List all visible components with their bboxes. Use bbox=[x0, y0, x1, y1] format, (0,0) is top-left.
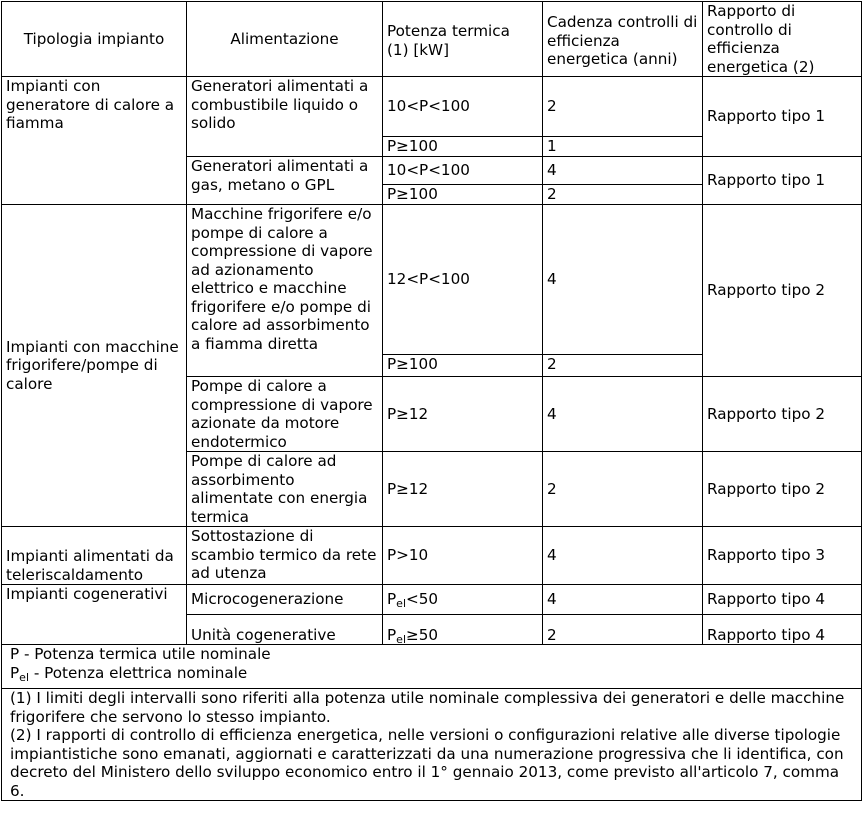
alimentazione-assorbimento: Pompe di calore ad assorbimento alimentate con energia termica bbox=[187, 452, 383, 527]
potenza-cell: P>10 bbox=[383, 527, 543, 585]
rapporto-cell: Rapporto tipo 1 bbox=[703, 77, 862, 157]
tipologia-teleriscaldamento: Impianti alimentati da teleriscaldamento bbox=[2, 527, 187, 585]
legend-p: P - Potenza termica utile nominale bbox=[10, 645, 271, 663]
rapporto-cell: Rapporto tipo 4 bbox=[703, 615, 862, 645]
potenza-subscript: el bbox=[396, 632, 406, 645]
note-1: (1) I limiti degli intervalli sono riferiti alla potenza utile nominale complessiva dei generatori e delle macchine frigorifere che servono lo stesso impianto. bbox=[10, 689, 845, 726]
legend-pel-subscript: el bbox=[19, 670, 29, 684]
note-2: (2) I rapporti di controllo di efficienza energetica, nelle versioni o configurazioni relative alle diverse tipologie impiantistiche sono emanati, aggiornati e caratterizzati da una numerazione progressiva che li identifica, con decreto del Ministero dello sviluppo economico entro il 1° gennaio 2013, come previsto all'articolo 7, comma 6. bbox=[10, 726, 844, 800]
legend-row bbox=[2, 645, 862, 689]
potenza-range: <50 bbox=[406, 590, 439, 609]
notes-row bbox=[2, 689, 862, 801]
potenza-cell: 10<P<100 bbox=[383, 77, 543, 137]
cadenza-cell: 4 bbox=[543, 527, 703, 585]
alimentazione-endotermico: Pompe di calore a compressione di vapore azionate da motore endotermico bbox=[187, 377, 383, 452]
header-alimentazione: Alimentazione bbox=[187, 2, 383, 77]
cadenza-cell: 4 bbox=[543, 585, 703, 615]
alimentazione-gas: Generatori alimentati a gas, metano o GPL bbox=[187, 157, 383, 205]
potenza-cell bbox=[383, 615, 543, 645]
potenza-cell: P≥100 bbox=[383, 137, 543, 157]
potenza-cell: 10<P<100 bbox=[383, 157, 543, 185]
efficiency-table bbox=[1, 1, 862, 801]
cadenza-cell: 2 bbox=[543, 615, 703, 645]
legend-pel bbox=[10, 664, 853, 683]
legend-pel-symbol: P bbox=[10, 663, 20, 682]
potenza-symbol: P bbox=[387, 590, 397, 609]
rapporto-cell: Rapporto tipo 3 bbox=[703, 527, 862, 585]
cadenza-cell: 2 bbox=[543, 77, 703, 137]
potenza-cell: P≥12 bbox=[383, 452, 543, 527]
header-rapporto: Rapporto di controllo di efficienza energetica (2) bbox=[703, 2, 862, 77]
alimentazione-micro: Microcogenerazione bbox=[187, 585, 383, 615]
potenza-cell: 12<P<100 bbox=[383, 205, 543, 355]
rapporto-cell: Rapporto tipo 2 bbox=[703, 452, 862, 527]
tipologia-frigo: Impianti con macchine frigorifere/pompe di calore bbox=[2, 205, 187, 527]
alimentazione-liquido: Generatori alimentati a combustibile liquido o solido bbox=[187, 77, 383, 157]
table-row bbox=[2, 205, 862, 355]
rapporto-cell: Rapporto tipo 2 bbox=[703, 205, 862, 377]
table-row bbox=[2, 585, 862, 615]
potenza-symbol: P bbox=[387, 625, 397, 644]
alimentazione-frigo-elettrico: Macchine frigorifere e/o pompe di calore a compressione di vapore ad azionamento elettrico e macchine frigorifere e/o pompe di calore ad assorbimento a fiamma diretta bbox=[187, 205, 383, 377]
header-potenza-line1: Potenza termica bbox=[387, 22, 510, 40]
potenza-subscript: el bbox=[396, 597, 406, 611]
cadenza-cell: 2 bbox=[543, 452, 703, 527]
header-cadenza: Cadenza controlli di efficienza energetica (anni) bbox=[543, 2, 703, 77]
header-potenza bbox=[383, 2, 543, 77]
header-row bbox=[2, 2, 862, 77]
notes-cell bbox=[2, 689, 862, 801]
potenza-cell: P≥100 bbox=[383, 185, 543, 205]
tipologia-fiamma: Impianti con generatore di calore a fiamma bbox=[2, 77, 187, 205]
legend-pel-text: - Potenza elettrica nominale bbox=[29, 663, 248, 682]
alimentazione-sottostazione: Sottostazione di scambio termico da rete ad utenza bbox=[187, 527, 383, 585]
rapporto-cell: Rapporto tipo 1 bbox=[703, 157, 862, 205]
table-row bbox=[2, 527, 862, 585]
table-row bbox=[2, 77, 862, 137]
cadenza-cell: 4 bbox=[543, 377, 703, 452]
header-tipologia: Tipologia impianto bbox=[2, 2, 187, 77]
cadenza-cell: 4 bbox=[543, 157, 703, 185]
rapporto-cell: Rapporto tipo 4 bbox=[703, 585, 862, 615]
tipologia-cogenerativi: Impianti cogenerativi bbox=[2, 585, 187, 645]
potenza-range: ≥50 bbox=[406, 625, 439, 644]
potenza-cell: P≥12 bbox=[383, 377, 543, 452]
header-potenza-line2: (1) [kW] bbox=[387, 40, 450, 59]
alimentazione-unita: Unità cogenerative bbox=[187, 615, 383, 645]
cadenza-cell: 1 bbox=[543, 137, 703, 157]
cadenza-cell: 2 bbox=[543, 185, 703, 205]
legend-cell bbox=[2, 645, 862, 689]
rapporto-cell: Rapporto tipo 2 bbox=[703, 377, 862, 452]
cadenza-cell: 4 bbox=[543, 205, 703, 355]
cadenza-cell: 2 bbox=[543, 355, 703, 377]
potenza-cell bbox=[383, 585, 543, 615]
potenza-cell: P≥100 bbox=[383, 355, 543, 377]
